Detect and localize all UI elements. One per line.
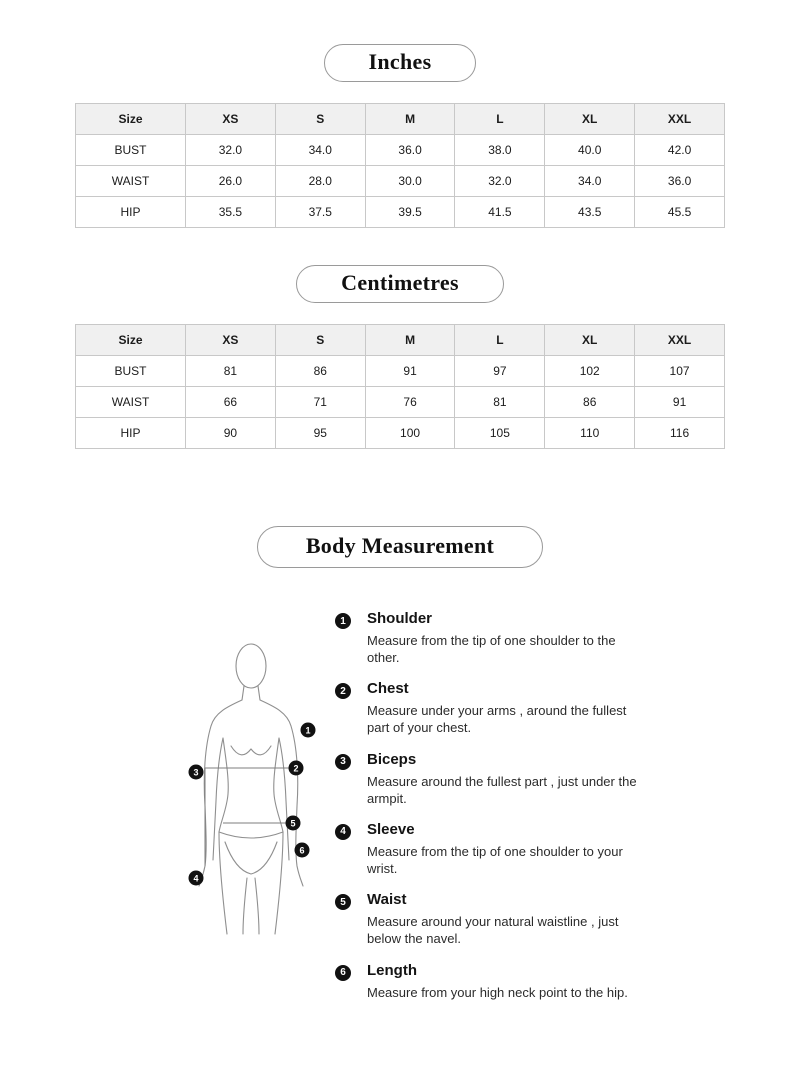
size-value-cell: 81 (186, 356, 276, 387)
measurement-list (335, 610, 635, 1015)
size-value-cell: 45.5 (635, 197, 725, 228)
measurement-label: Biceps (367, 750, 417, 768)
table-row (76, 387, 725, 418)
item-number-badge: 5 (335, 894, 351, 910)
size-value-cell: 43.5 (545, 197, 635, 228)
size-value-cell: 76 (365, 387, 455, 418)
size-value-cell: 102 (545, 356, 635, 387)
measurement-description: Measure from the tip of one shoulder to the other. (367, 633, 616, 666)
size-value-cell: 86 (275, 356, 365, 387)
size-value-cell: 36.0 (365, 135, 455, 166)
item-number-badge: 4 (335, 824, 351, 840)
row-label: BUST (76, 356, 186, 387)
measurement-item (335, 891, 635, 947)
body-measurement-section (0, 568, 800, 1015)
measurement-label: Chest (367, 680, 409, 698)
column-header: XS (186, 325, 276, 356)
table-row (76, 418, 725, 449)
table-row (76, 135, 725, 166)
size-value-cell: 91 (365, 356, 455, 387)
table-row (76, 356, 725, 387)
section-title-centimetres (296, 265, 504, 303)
row-label: WAIST (76, 166, 186, 197)
size-value-cell: 36.0 (635, 166, 725, 197)
column-header: L (455, 325, 545, 356)
size-value-cell: 110 (545, 418, 635, 449)
size-value-cell: 34.0 (275, 135, 365, 166)
column-header: S (275, 325, 365, 356)
size-value-cell: 97 (455, 356, 545, 387)
row-label: WAIST (76, 387, 186, 418)
measurement-item (335, 821, 635, 877)
column-header: S (275, 104, 365, 135)
measurement-item (335, 751, 635, 807)
measurement-label: Waist (367, 891, 407, 909)
size-value-cell: 42.0 (635, 135, 725, 166)
size-value-cell: 105 (455, 418, 545, 449)
column-header: XXL (635, 104, 725, 135)
item-number-badge: 2 (335, 683, 351, 699)
item-number-badge: 3 (335, 754, 351, 770)
column-header: Size (76, 325, 186, 356)
centimetres-title-text: Centimetres (341, 270, 459, 295)
size-value-cell: 66 (186, 387, 276, 418)
measurement-description: Measure from the tip of one shoulder to your wrist. (367, 843, 623, 877)
body-figure-illustration (183, 626, 325, 938)
table-header-row (76, 325, 725, 356)
size-value-cell: 37.5 (275, 197, 365, 228)
section-title-body-measurement (257, 526, 543, 568)
column-header: M (365, 325, 455, 356)
figure-marker-number: 6 (299, 845, 305, 856)
table-row (76, 197, 725, 228)
measurement-description: Measure around the fullest part , just under the armpit. (367, 773, 637, 806)
measurement-label: Sleeve (367, 820, 415, 838)
measurement-item (335, 680, 635, 736)
measurement-item (335, 610, 635, 666)
column-header: M (365, 104, 455, 135)
measurement-description: Measure under your arms , around the fullest part of your chest. (367, 703, 627, 736)
item-number-badge: 6 (335, 965, 351, 981)
size-value-cell: 116 (635, 418, 725, 449)
figure-marker-number: 4 (193, 873, 199, 884)
size-value-cell: 38.0 (455, 135, 545, 166)
inches-title-text: Inches (368, 49, 432, 74)
size-value-cell: 26.0 (186, 166, 276, 197)
measurement-item (335, 962, 635, 1001)
inches-size-table (75, 103, 725, 228)
size-value-cell: 32.0 (455, 166, 545, 197)
row-label: BUST (76, 135, 186, 166)
measurement-label: Shoulder (367, 610, 433, 627)
size-value-cell: 32.0 (186, 135, 276, 166)
size-value-cell: 35.5 (186, 197, 276, 228)
size-value-cell: 30.0 (365, 166, 455, 197)
size-value-cell: 91 (635, 387, 725, 418)
section-title-inches (324, 44, 477, 82)
size-value-cell: 86 (545, 387, 635, 418)
table-header-row (76, 104, 725, 135)
column-header: L (455, 104, 545, 135)
size-value-cell: 71 (275, 387, 365, 418)
size-value-cell: 34.0 (545, 166, 635, 197)
measurement-label: Length (367, 961, 417, 979)
measurement-description: Measure around your natural waistline , just below the navel. (367, 914, 619, 947)
figure-marker-number: 1 (305, 725, 311, 736)
size-value-cell: 90 (186, 418, 276, 449)
size-value-cell: 95 (275, 418, 365, 449)
column-header: XL (545, 104, 635, 135)
column-header: XL (545, 325, 635, 356)
body-measurement-title-text: Body Measurement (305, 533, 495, 558)
column-header: Size (76, 104, 186, 135)
column-header: XXL (635, 325, 725, 356)
measurement-description: Measure from your high neck point to the hip. (367, 984, 628, 1000)
figure-marker-number: 3 (193, 767, 199, 778)
figure-marker-number: 2 (293, 763, 299, 774)
size-value-cell: 41.5 (455, 197, 545, 228)
figure-marker-number: 5 (290, 818, 296, 829)
size-value-cell: 100 (365, 418, 455, 449)
column-header: XS (186, 104, 276, 135)
size-value-cell: 39.5 (365, 197, 455, 228)
item-number-badge: 1 (335, 613, 351, 629)
size-value-cell: 28.0 (275, 166, 365, 197)
size-value-cell: 81 (455, 387, 545, 418)
centimetres-size-table (75, 324, 725, 449)
row-label: HIP (76, 197, 186, 228)
table-row (76, 166, 725, 197)
body-figure-svg (183, 626, 325, 938)
row-label: HIP (76, 418, 186, 449)
size-value-cell: 40.0 (545, 135, 635, 166)
size-value-cell: 107 (635, 356, 725, 387)
